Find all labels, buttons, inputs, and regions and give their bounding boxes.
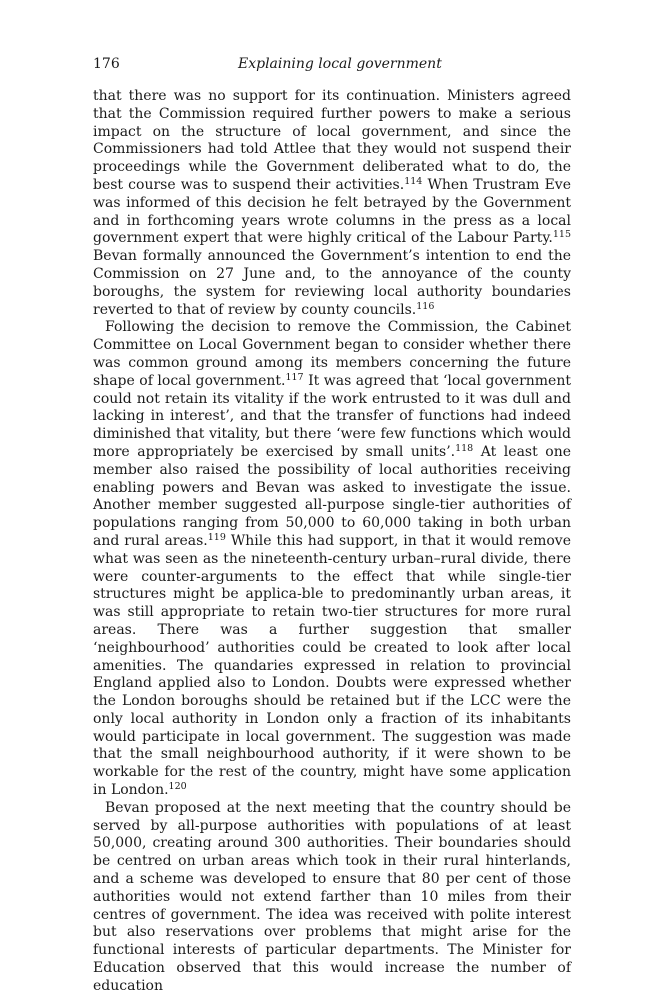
running-header — [93, 56, 571, 78]
footnote-ref: 118 — [455, 442, 474, 454]
paragraph-text: When Trustram Eve was informed of this decision he felt betrayed by the Government and in forthcoming years wrote columns in the press as a local government expert that were highly critical of the Labour Party. — [93, 176, 571, 247]
body-text — [93, 88, 571, 996]
paragraph-text: At least one member also raised the possibility of local authorities receiving enabling powers and Bevan was asked to investigate the issue. Another member suggested all-purpose single-tier authorities of populations ranging from 50,000 to 60,000 taking in both urban and rural areas. — [93, 443, 571, 549]
paragraph-text: Bevan formally announced the Government’s intention to end the Commission on 27 June and, to the annoyance of the county boroughs, the system for reviewing local authority boundaries reverted to that of review by county councils. — [93, 248, 571, 318]
book-page — [93, 56, 571, 996]
paragraph — [93, 319, 571, 800]
paragraph-text: While this had support, in that it would remove what was seen as the nineteenth-century urban–rural divide, there were counter-arguments to the effect that while single-tier structures might be applica-ble to predominantly urban areas, it was still appropriate to retain two-tier structures for more rural areas. There was a further suggestion that smaller ‘neighbourhood’ authorities could be created to look after local amenities. The quandaries expressed in relation to provincial England applied also to London. Doubts were expressed whether the London boroughs should be retained but if the LCC were the only local authority in London only a fraction of its inhabitants would participate in local government. The suggestion was made that the small neighbourhood authority, if it were shown to be workable for the rest of the country, might have some application in London. — [93, 532, 572, 799]
page-number: 176 — [93, 56, 120, 72]
footnote-ref: 116 — [416, 300, 435, 312]
paragraph-text: Bevan proposed at the next meeting that the country should be served by all-purpose authorities with populations of at least 50,000, creating around 300 authorities. Their boundaries should be centred on urban areas which took in their rural hinterlands, and a scheme was developed to ensure that 80 per cent of those authorities would not extend farther than 10 miles from their centres of government. The idea was received with polite interest but also reservations over problems that might arise for the functional interests of particular departments. The Minister for Education observed that this would increase the number of education — [93, 799, 571, 994]
footnote-ref: 115 — [552, 229, 571, 241]
paragraph — [93, 800, 571, 996]
footnote-ref: 117 — [285, 371, 304, 383]
paragraph-text: It was agreed that ‘local government could not retain its vitality if the work entrusted to it was dull and lacking in interest’, and that the transfer of functions had indeed diminished that vitality, but there ‘were few functions which would more appropriately be exercised by small units’. — [93, 372, 571, 460]
footnote-ref: 120 — [168, 781, 187, 793]
paragraph-text: Following the decision to remove the Commission, the Cabinet Committee on Local Government began to consider whether there was common ground among its members concerning the future shape of local government. — [93, 319, 571, 389]
footnote-ref: 114 — [404, 175, 423, 187]
paragraph — [93, 88, 571, 319]
footnote-ref: 119 — [207, 531, 226, 543]
running-title: Explaining local government — [238, 56, 442, 72]
paragraph-text: that there was no support for its continuation. Ministers agreed that the Commission required further powers to make a serious impact on the structure of local government, and since the Commissioners had told Attlee that they would not suspend their proceedings while the Government deliberated what to do, the best course was to suspend their activities. — [93, 88, 571, 193]
